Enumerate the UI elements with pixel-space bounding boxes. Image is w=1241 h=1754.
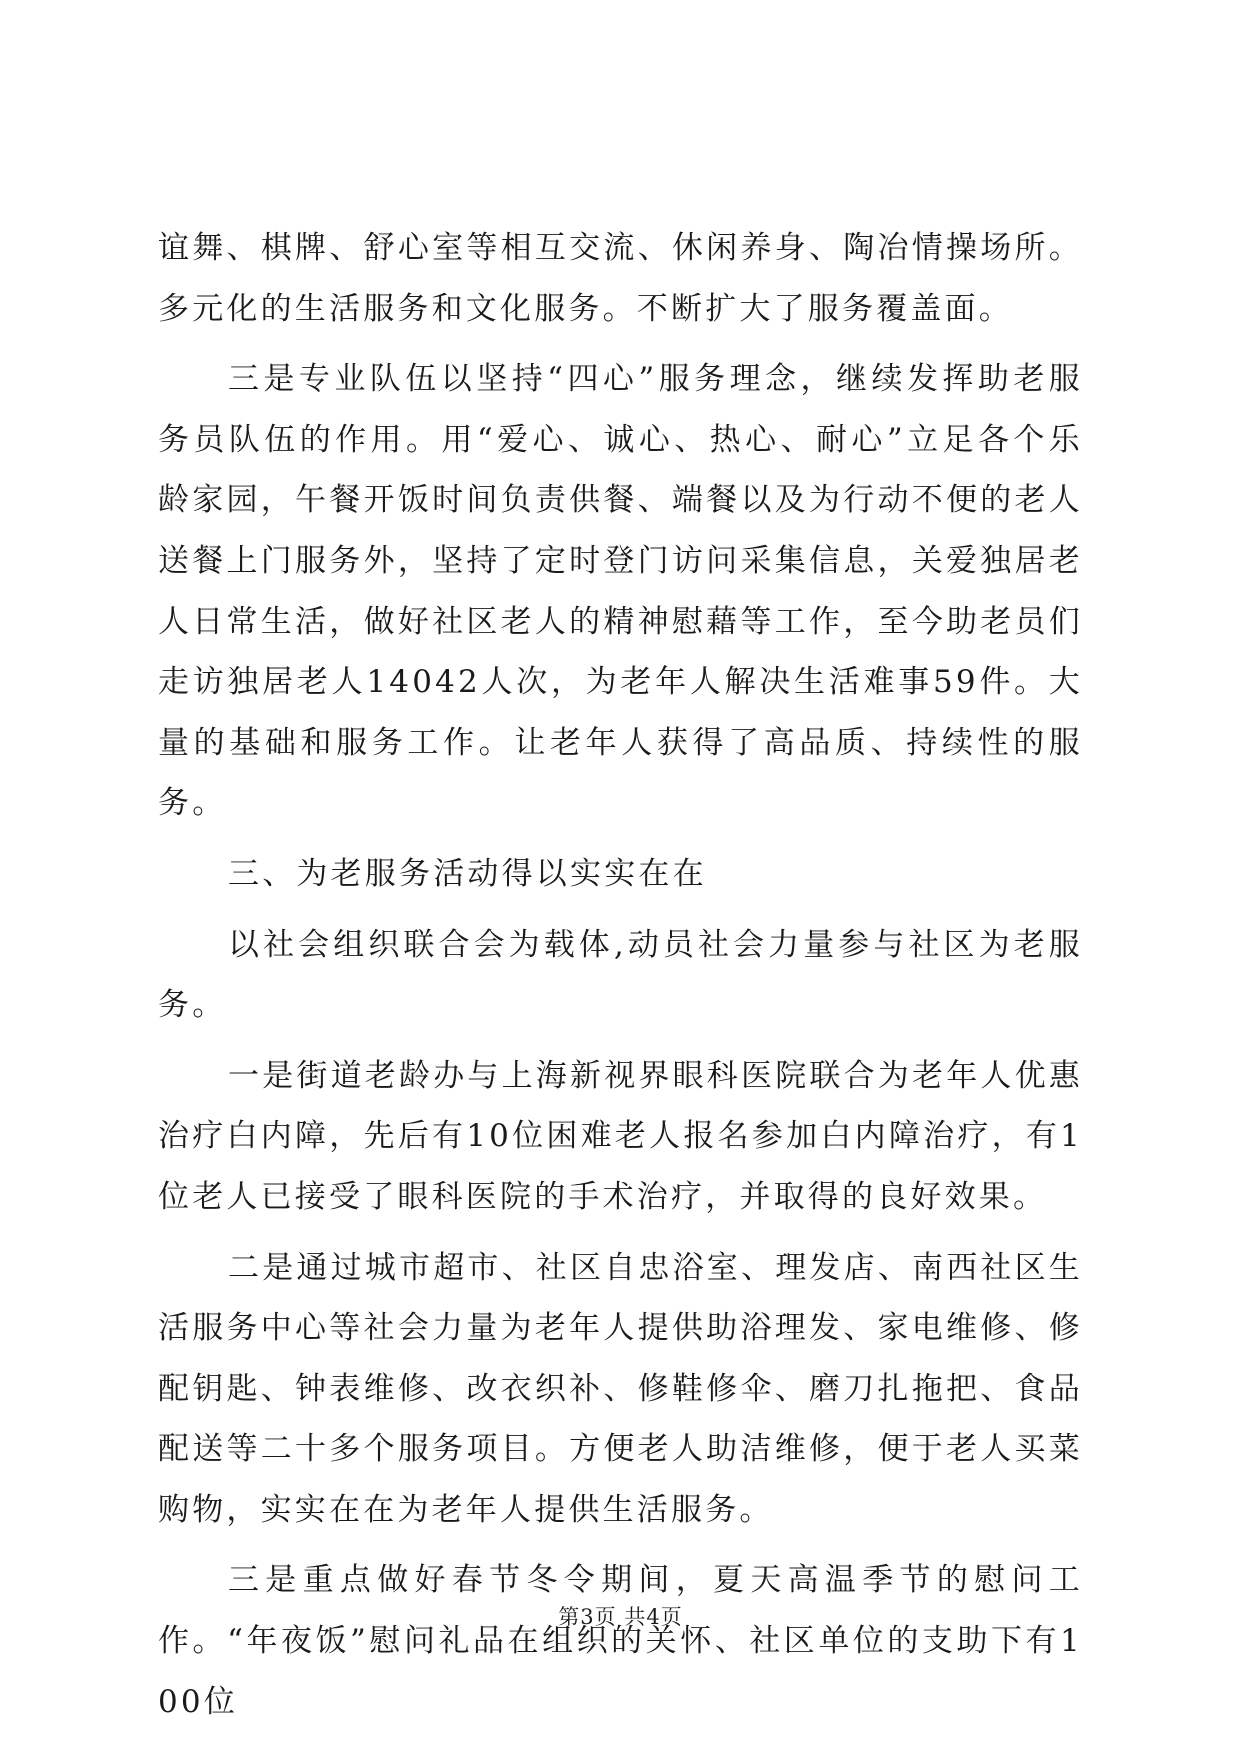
paragraph-life-services: 二是通过城市超市、社区自忠浴室、理发店、南西社区生活服务中心等社会力量为老年人提供助浴理发、家电维修、修配钥匙、钟表维修、改衣织补、修鞋修伞、磨刀扎拖把、食品配送等二十多个服务项目。方便老人助洁维修，便于老人买菜购物，实实在在为老年人提供生活服务。 xyxy=(158,1249,1083,1528)
document-body xyxy=(158,218,1083,1732)
paragraph-social-organization: 以社会组织联合会为载体,动员社会力量参与社区为老服务。 xyxy=(158,926,1083,1024)
page-footer xyxy=(0,1601,1241,1631)
page-number: 第3页 共4页 xyxy=(558,1605,683,1629)
paragraph-continuation: 谊舞、棋牌、舒心室等相互交流、休闲养身、陶冶情操场所。多元化的生活服务和文化服务。不断扩大了服务覆盖面。 xyxy=(158,230,1083,327)
paragraph-holiday-visits: 三是重点做好春节冬令期间，夏天高温季节的慰问工作。“年夜饭”慰问礼品在组织的关怀、社区单位的支助下有100位 xyxy=(158,1562,1083,1720)
section-heading-three: 三、为老服务活动得以实实在在 xyxy=(228,855,707,892)
paragraph-professional-team: 三是专业队伍以坚持“四心”服务理念，继续发挥助老服务员队伍的作用。用“爱心、诚心、热心、耐心”立足各个乐龄家园，午餐开饭时间负责供餐、端餐以及为行动不便的老人送餐上门服务外，坚持了定时登门访问采集信息，关爱独居老人日常生活，做好社区老人的精神慰藉等工作，至今助老员们走访独居老人14042人次，为老年人解决生活难事59件。大量的基础和服务工作。让老年人获得了高品质、持续性的服务。 xyxy=(158,361,1083,822)
paragraph-cataract-treatment: 一是街道老龄办与上海新视界眼科医院联合为老年人优惠治疗白内障，先后有10位困难老人报名参加白内障治疗，有1位老人已接受了眼科医院的手术治疗，并取得的良好效果。 xyxy=(158,1057,1083,1215)
